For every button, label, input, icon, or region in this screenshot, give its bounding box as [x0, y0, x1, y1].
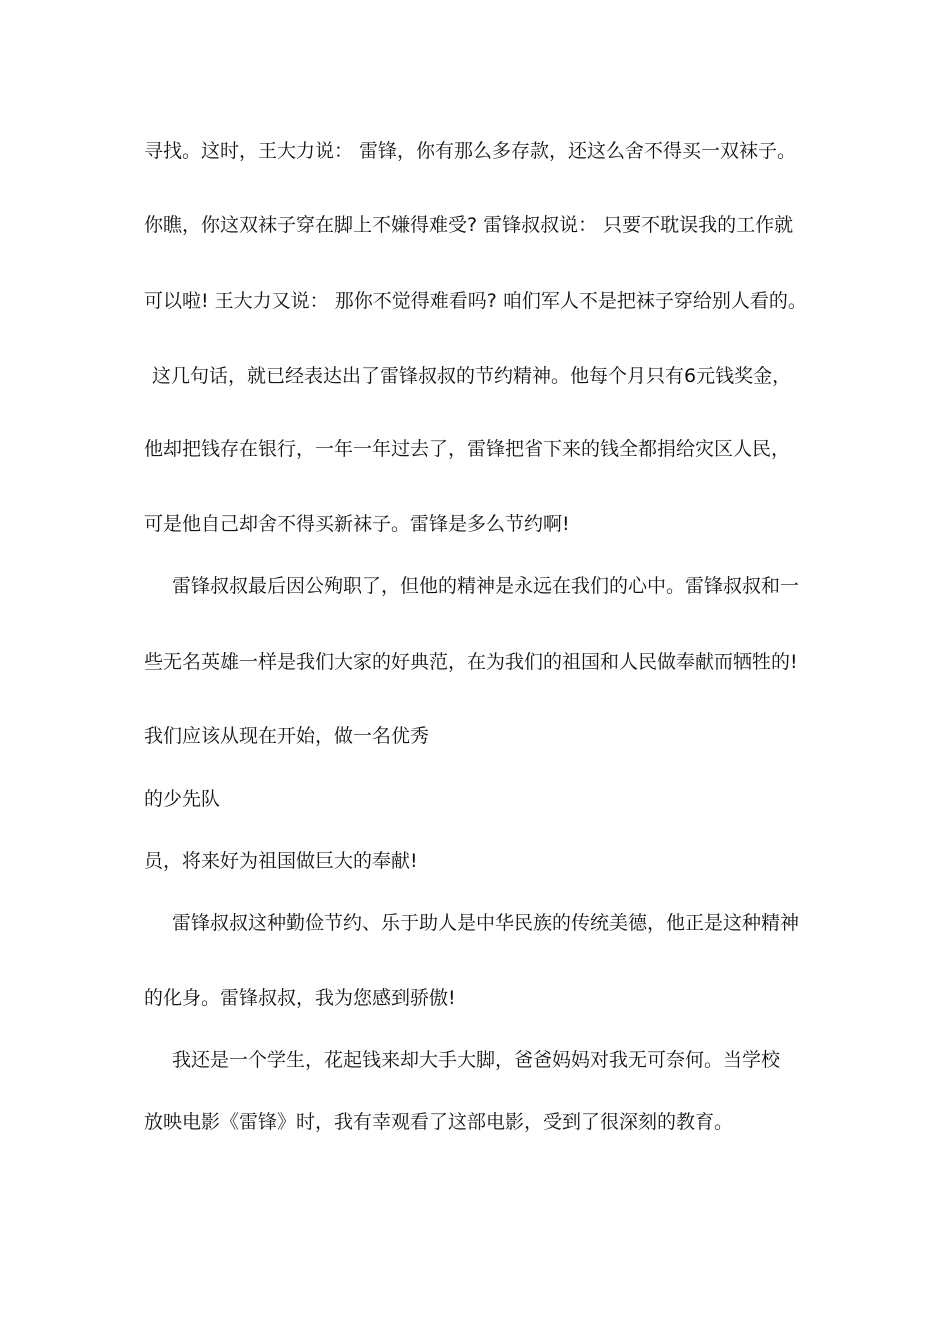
text-line: 员，将来好为祖国做巨大的奉献! — [144, 850, 418, 872]
text-line: 你瞧，你这双袜子穿在脚上不嫌得难受? 雷锋叔叔说： 只要不耽误我的工作就 — [144, 214, 794, 236]
paragraph-first-line: 雷锋叔叔这种勤俭节约、乐于助人是中华民族的传统美德，他正是这种精神 — [172, 912, 800, 934]
text-line: 放映电影《雷锋》时，我有幸观看了这部电影，受到了很深刻的教育。 — [144, 1111, 734, 1133]
text-line: 的化身。雷锋叔叔，我为您感到骄傲! — [144, 987, 456, 1009]
paragraph-first-line: 雷锋叔叔最后因公殉职了，但他的精神是永远在我们的心中。雷锋叔叔和一 — [172, 575, 800, 597]
text-line: 可以啦! 王大力又说： 那你不觉得难看吗? 咱们军人不是把袜子穿给别人看的。 — [144, 290, 807, 312]
text-line: 的少先队 — [144, 788, 221, 810]
text-line: 可是他自己却舍不得买新袜子。雷锋是多么节约啊! — [144, 513, 570, 535]
text-line: 我们应该从现在开始，做一名优秀 — [144, 725, 430, 747]
paragraph-first-line: 我还是一个学生，花起钱来却大手大脚，爸爸妈妈对我无可奈何。当学校 — [172, 1049, 781, 1071]
text-line: 这几句话，就已经表达出了雷锋叔叔的节约精神。他每个月只有6元钱奖金， — [152, 365, 792, 387]
text-line: 他却把钱存在银行，一年一年过去了，雷锋把省下来的钱全都捐给灾区人民， — [144, 438, 791, 460]
text-line: 寻找。这时，王大力说： 雷锋，你有那么多存款，还这么舍不得买一双袜子。 — [144, 140, 797, 162]
text-line: 些无名英雄一样是我们大家的好典范，在为我们的祖国和人民做奉献而牺牲的! — [144, 651, 798, 673]
